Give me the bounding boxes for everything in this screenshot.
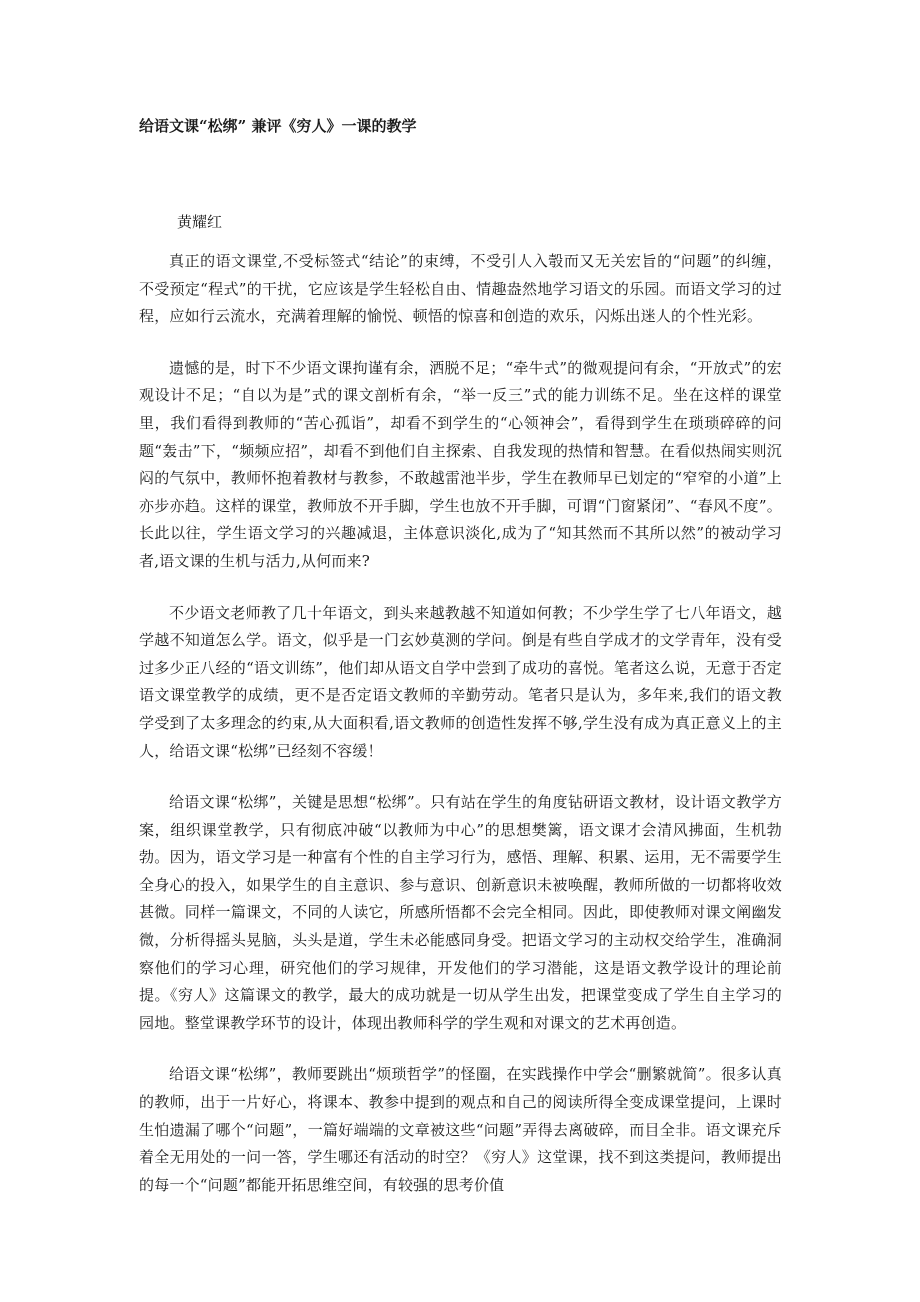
paragraph-4: 给语文课“松绑”，关键是思想“松绑”。只有站在学生的角度钻研语文教材，设计语文教学方案，组织课堂教学，只有彻底冲破“以教师为中心”的思想樊篱，语文课才会清风拂面，生机勃勃。因为，语文学习是一种富有个性的自主学习行为，感悟、理解、积累、运用，无不需要学生全身心的投入，如果学生的自主意识、参与意识、创新意识未被唤醒，教师所做的一切都将收效甚微。同样一篇课文，不同的人读它，所感所悟都不会完全相同。因此，即使教师对课文阐幽发微，分析得摇头晃脑，头头是道，学生未必能感同身受。把语文学习的主动权交给学生，准确洞察他们的学习心理，研究他们的学习规律，开发他们的学习潜能，这是语文教学设计的理论前提。《穷人》这篇课文的教学，最大的成功就是一切从学生出发，把课堂变成了学生自主学习的园地。整堂课教学环节的设计，体现出教师科学的学生观和对课文的艺术再创造。 (139, 793, 782, 1032)
article-body (139, 248, 782, 1223)
paragraph-2: 遗憾的是，时下不少语文课拘谨有余，洒脱不足；“牵牛式”的微观提问有余，“开放式”的宏观设计不足；“自以为是”式的课文剖析有余，“举一反三”式的能力训练不足。坐在这样的课堂里，我们看得到教师的“苦心孤诣”，却看不到学生的“心领神会”，看得到学生在琐琐碎碎的问题“轰击”下，“频频应招”，却看不到他们自主探索、自我发现的热情和智慧。在看似热闹实则沉闷的气氛中，教师怀抱着教材与教参，不敢越雷池半步，学生在教师早已划定的“窄窄的小道”上亦步亦趋。这样的课堂，教师放不开手脚，学生也放不开手脚，可谓“门窗紧闭”、“春风不度”。长此以往，学生语文学习的兴趣减退，主体意识淡化,成为了“知其然而不其所以然”的被动学习者,语文课的生机与活力,从何而来? (139, 358, 782, 570)
document-title: 给语文课“松绑” 兼评《穷人》一课的教学 (139, 117, 417, 135)
paragraph-1: 真正的语文课堂,不受标签式“结论”的束缚，不受引人入彀而又无关宏旨的“问题”的纠缠，不受预定“程式”的干扰，它应该是学生轻松自由、情趣盎然地学习语文的乐园。而语文学习的过程，应如行云流水，充满着理解的愉悦、顿悟的惊喜和创造的欢乐，闪烁出迷人的个性光彩。 (139, 252, 782, 326)
paragraph-3: 不少语文老师教了几十年语文，到头来越教越不知道如何教；不少学生学了七八年语文，越学越不知道怎么学。语文，似乎是一门玄妙莫测的学问。倒是有些自学成才的文学青年，没有受过多少正八经的“语文训练”，他们却从语文自学中尝到了成功的喜悦。笔者这么说，无意于否定语文课堂教学的成绩，更不是否定语文教师的辛勤劳动。笔者只是认为，多年来,我们的语文教学受到了太多理念的约束,从大面积看,语文教师的创造性发挥不够,学生没有成为真正意义上的主人，给语文课“松绑”已经刻不容缓！ (139, 603, 782, 760)
author-name: 黄耀红 (177, 213, 223, 231)
paragraph-5: 给语文课“松绑”，教师要跳出“烦琐哲学”的怪圈，在实践操作中学会“删繁就简”。很多认真的教师，出于一片好心，将课本、教参中提到的观点和自己的阅读所得全变成课堂提问，上课时生怕遗漏了哪个“问题”，一篇好端端的文章被这些“问题”弄得去离破碎，而目全非。语文课充斥着全无用处的一问一答，学生哪还有活动的时空？《穷人》这堂课，找不到这类提问，教师提出的每一个“问题”都能开拓思维空间，有较强的思考价值 (139, 1065, 782, 1194)
